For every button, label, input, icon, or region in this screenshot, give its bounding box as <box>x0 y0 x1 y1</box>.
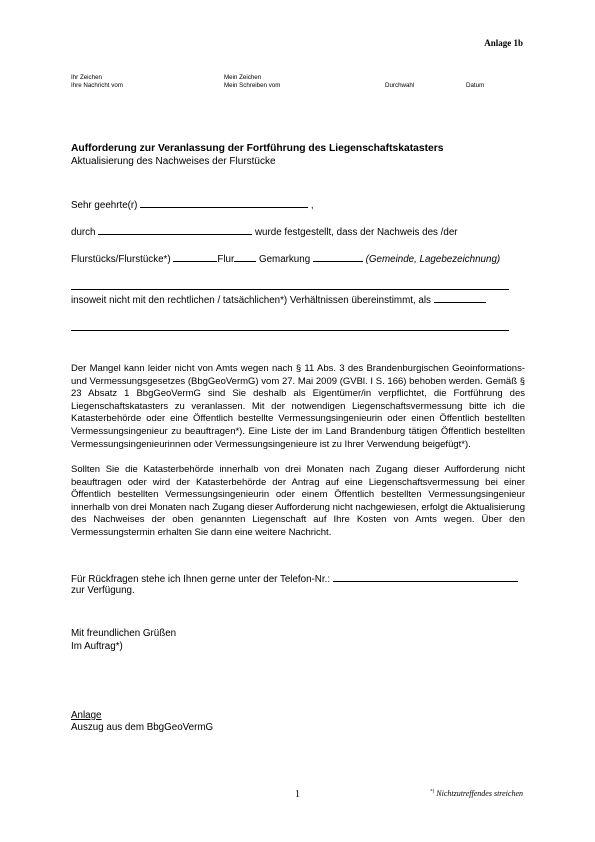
contact-line <box>71 573 518 585</box>
salutation-end: , <box>310 200 314 211</box>
flurstueck-text: Flurstücks/Flurstücke*) <box>71 254 171 265</box>
document-title: Aufforderung zur Veranlassung der Fortführung des Liegenschaftskatasters <box>71 143 444 154</box>
document-subtitle: Aktualisierung des Nachweises der Flurstücke <box>71 156 276 167</box>
durch-line <box>71 226 458 238</box>
header-datum: Datum <box>466 82 485 89</box>
footnote-text: Nichtzutreffendes streichen <box>436 789 523 798</box>
salutation-line <box>71 199 314 211</box>
paragraph-2-text: Sollten Sie die Katasterbehörde innerhalb von drei Monaten nach Zugang dieser Aufforderung nicht beauftragen oder wird der Katasterbehörde der Antrag auf eine Liegenschaftsvermessung bei einer Öffentlich bestellten Vermessungsingenieurin oder einem Öffentlich bestellten Vermessungsingenieur innerhalb von drei Monaten nach Zugang dieser Aufforderung nicht nachgewiesen, erfolgt die Aktualisierung des Nachweises der oben genannten Liegenschaft auf Ihre Kosten von Amts wegen. Über den Vermessungstermin erhalten Sie dann eine weitere Nachricht. <box>71 464 525 538</box>
blank-line-2[interactable] <box>71 330 509 331</box>
anlage-label: Anlage <box>71 710 102 721</box>
contact-line-2: zur Verfügung. <box>71 585 135 596</box>
paragraph-1-text: Der Mangel kann leider nicht von Amts wegen nach § 11 Abs. 3 des Brandenburgischen Geoinformations- und Vermessungsgesetzes (BbgGeoVermG) vom 27. Mai 2009 (GVBl. I S. 166) behoben werden. Gemäß § 23 Absatz 1 BbgGeoVermG sind Sie deshalb als Eigentümer/in verpflichtet, die Fortführung des Liegenschaftskatasters zu veranlassen. Mit der notwendigen Liegenschaftsvermessung bitte ich die Katasterbehörde oder eine Öffentlich bestellte Vermessungsingenieurin oder einen Öffentlich bestellten Vermessungsingenieur zu beauftragen*). Eine Liste der im Land Brandenburg tätigen Öffentlich bestellten Vermessungsingenieurinnen oder Vermessungsingenieure ist zu Ihrer Verwendung beigefügt*). <box>71 363 525 450</box>
salutation-text: Sehr geehrte(r) <box>71 200 138 211</box>
durch-blank[interactable] <box>98 226 252 235</box>
flur-text: Flur <box>217 254 235 265</box>
durch-text: durch <box>71 227 96 238</box>
paragraph-frist <box>71 464 525 540</box>
contact-text: Für Rückfragen stehe ich Ihnen gerne unter der Telefon-Nr.: <box>71 574 331 585</box>
flurstueck-blank[interactable] <box>173 253 217 262</box>
header-ihre-nachricht: Ihre Nachricht vom <box>71 82 123 89</box>
header-mein-zeichen: Mein Zeichen <box>224 74 262 81</box>
attachment-label: Anlage 1b <box>484 38 523 48</box>
insoweit-blank[interactable] <box>434 294 486 303</box>
closing-greeting: Mit freundlichen Grüßen <box>71 628 177 639</box>
flurstueck-line <box>71 253 500 265</box>
gemarkung-blank[interactable] <box>313 253 363 262</box>
flur-blank[interactable] <box>234 253 256 262</box>
footnote <box>430 789 523 798</box>
footnote-mark: *) <box>430 789 435 795</box>
gemarkung-text: Gemarkung <box>258 254 311 265</box>
telefon-blank[interactable] <box>333 573 518 582</box>
blank-line-1[interactable] <box>71 289 509 290</box>
salutation-blank[interactable] <box>140 199 308 208</box>
header-mein-schreiben: Mein Schreiben vom <box>224 82 281 89</box>
anlage-text: Auszug aus dem BbgGeoVermG <box>71 722 214 733</box>
paragraph-mangel <box>71 363 525 451</box>
closing-auftrag: Im Auftrag*) <box>71 641 123 652</box>
insoweit-text: insoweit nicht mit den rechtlichen / tatsächlichen*) Verhältnissen übereinstimmt, als <box>71 295 431 306</box>
durch-tail: wurde festgestellt, dass der Nachweis des /der <box>254 227 458 238</box>
gemeinde-hint: (Gemeinde, Lagebezeichnung) <box>365 254 501 265</box>
insoweit-line <box>71 294 486 306</box>
header-ihr-zeichen: Ihr Zeichen <box>71 74 102 81</box>
page-number: 1 <box>295 789 300 800</box>
header-durchwahl: Durchwahl <box>385 82 415 89</box>
